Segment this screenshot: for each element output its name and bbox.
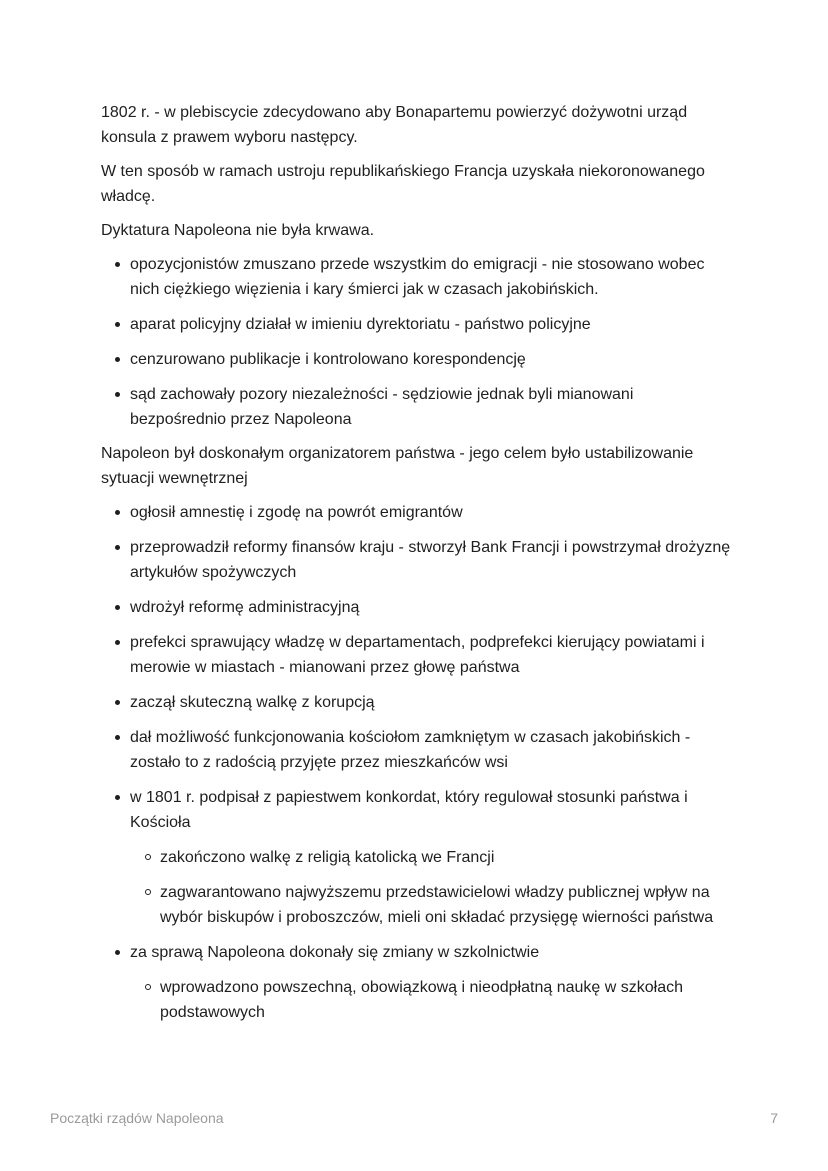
footer-page-number: 7 (770, 1110, 778, 1126)
list-item-text: wdrożył reformę administracyjną (130, 599, 360, 616)
sub-list-item (130, 845, 731, 870)
bullet-icon (115, 357, 120, 362)
bullet-list-dictatorship (101, 252, 731, 432)
bullet-icon (115, 795, 120, 800)
list-item-text: sąd zachowały pozory niezależności - sędziowie jednak byli mianowani bezpośrednio przez Napoleona (130, 386, 634, 428)
list-item (101, 500, 731, 525)
bullet-icon (115, 510, 120, 515)
list-item (101, 382, 731, 432)
bullet-icon (115, 392, 120, 397)
paragraph: Napoleon był doskonałym organizatorem państwa - jego celem było ustabilizowanie sytuacji wewnętrznej (101, 445, 694, 487)
bullet-icon (115, 700, 120, 705)
list-item (101, 785, 731, 930)
paragraph: W ten sposób w ramach ustroju republikańskiego Francja uzyskała niekoronowanego władcę. (101, 163, 705, 205)
list-item (101, 940, 731, 1025)
list-item-text: prefekci sprawujący władzę w departamentach, podprefekci kierujący powiatami i merowie w miastach - mianowani przez głowę państwa (130, 634, 705, 676)
list-item-text: przeprowadził reformy finansów kraju - stworzył Bank Francji i powstrzymał drożyznę artykułów spożywczych (130, 539, 731, 581)
bullet-icon (115, 322, 120, 327)
list-item-text: w 1801 r. podpisał z papiestwem konkordat, który regulował stosunki państwa i Kościoła (130, 789, 688, 831)
bullet-icon (115, 545, 120, 550)
footer-document-title: Początki rządów Napoleona (50, 1110, 224, 1126)
list-item-text: zaczął skuteczną walkę z korupcją (130, 694, 375, 711)
bullet-icon (115, 640, 120, 645)
bullet-icon (115, 950, 120, 955)
list-item-text: dał możliwość funkcjonowania kościołom zamkniętym w czasach jakobińskich - zostało to z radością przyjęte przez mieszkańców wsi (130, 729, 691, 771)
page-content (101, 100, 731, 1034)
list-item (101, 595, 731, 620)
sub-list-item-text: zakończono walkę z religią katolicką we Francji (160, 849, 495, 866)
list-item (101, 347, 731, 372)
list-item (101, 690, 731, 715)
list-item-text: za sprawą Napoleona dokonały się zmiany w szkolnictwie (130, 944, 540, 961)
sub-list-item-text: wprowadzono powszechną, obowiązkową i nieodpłatną naukę w szkołach podstawowych (160, 979, 683, 1021)
list-item (101, 252, 731, 302)
paragraph: 1802 r. - w plebiscycie zdecydowano aby Bonapartemu powierzyć dożywotni urząd konsula z prawem wyboru następcy. (101, 104, 688, 146)
circle-bullet-icon (145, 889, 151, 895)
list-item-text: opozycjonistów zmuszano przede wszystkim do emigracji - nie stosowano wobec nich ciężkiego więzienia i kary śmierci jak w czasach jakobińskich. (130, 256, 705, 298)
sub-list-concordat (130, 845, 731, 930)
circle-bullet-icon (145, 854, 151, 860)
list-item-text: cenzurowano publikacje i kontrolowano korespondencję (130, 351, 526, 368)
bullet-icon (115, 605, 120, 610)
list-item-text: ogłosił amnestię i zgodę na powrót emigrantów (130, 504, 463, 521)
list-item (101, 630, 731, 680)
sub-list-schools (130, 975, 731, 1025)
list-item (101, 535, 731, 585)
bullet-icon (115, 735, 120, 740)
circle-bullet-icon (145, 984, 151, 990)
bullet-icon (115, 262, 120, 267)
bullet-list-reforms (101, 500, 731, 1025)
list-item (101, 312, 731, 337)
paragraph: Dyktatura Napoleona nie była krwawa. (101, 222, 375, 239)
list-item-text: aparat policyjny działał w imieniu dyrektoriatu - państwo policyjne (130, 316, 591, 333)
sub-list-item (130, 975, 731, 1025)
list-item (101, 725, 731, 775)
sub-list-item (130, 880, 731, 930)
sub-list-item-text: zagwarantowano najwyższemu przedstawicielowi władzy publicznej wpływ na wybór biskupów i proboszczów, mieli oni składać przysięgę wierności państwa (160, 884, 714, 926)
